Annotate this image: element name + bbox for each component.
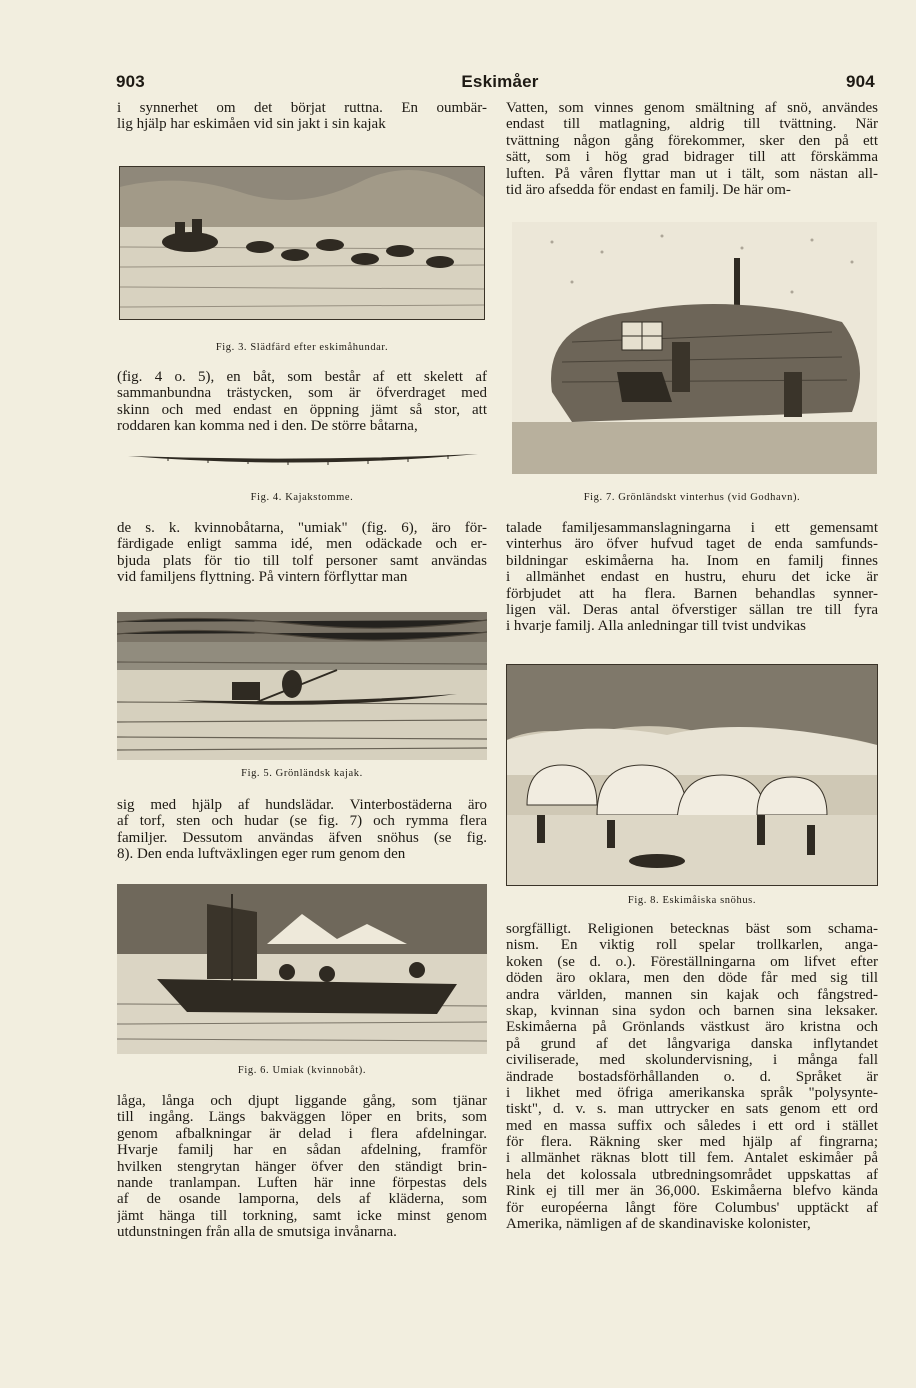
text-line: sätt, som i hög grad bidrager till att förskämma — [506, 149, 878, 166]
text-line: jämt hänga till torkning, samt icke minst genom — [117, 1207, 487, 1224]
text-line: Amerika, nämligen af de skandinaviske kolonister, — [506, 1216, 811, 1233]
text-line: i allmänhet endast en hustru, ehuru det icke är — [506, 569, 878, 586]
left-paragraph-1 — [117, 100, 487, 133]
text-line: andra världen, mannen sin kajak och fångstred- — [506, 986, 878, 1003]
text-line: sammanbundna trästycken, som är öfverdraget med — [117, 385, 487, 402]
figure-6-umiak — [117, 884, 487, 1054]
figure-6-caption: Fig. 6. Umiak (kvinnobåt). — [237, 1065, 367, 1076]
text-line: bjuda plats för tio till tolf personer samt användas — [117, 552, 487, 569]
right-paragraph-3 — [506, 921, 878, 1232]
text-line: utdunstningen från alla de smutsiga invånarna. — [117, 1224, 397, 1241]
text-line: döden äro oklara, men den döde får med sig till — [506, 970, 878, 987]
text-line: sorgfälligt. Religionen betecknas bäst som schama- — [506, 921, 878, 937]
text-line: färdigade enligt samma idé, men odäckade och er- — [117, 536, 487, 553]
text-line: i likhet med öfriga amerikanska språk "polysynte- — [506, 1084, 878, 1101]
text-line: tid äro afsedda för endast en familj. De här om- — [506, 181, 791, 198]
figure-7-caption: Fig. 7. Grönländskt vinterhus (vid Godhavn). — [583, 492, 801, 503]
text-line: tiskt", d. v. s. man uttrycker en sats genom ett ord — [506, 1101, 878, 1118]
text-line: för flera. Räkning sker med hjälp af fingrarna; — [506, 1134, 878, 1151]
text-line: endast till matlagning, aldrig till tvättning. När — [506, 116, 878, 133]
text-line: sig med hjälp af hundslädar. Vinterbostäderna äro — [117, 797, 487, 813]
right-paragraph-1 — [506, 100, 878, 198]
text-line: vid familjens flyttning. På vintern förflyttar man — [117, 569, 408, 586]
left-paragraph-5 — [117, 1093, 487, 1241]
page-number-left: 903 — [116, 72, 145, 91]
text-line: lig hjälp har eskimåen vid sin jakt i sin kajak — [117, 116, 386, 133]
text-line: Eskimåerna på Grönlands västkust äro kristna och — [506, 1019, 878, 1036]
text-line: Vatten, som vinnes genom smältning af snö, användes — [506, 100, 878, 116]
text-line: talade familjesammanslagningarna i ett gemensamt — [506, 520, 878, 536]
figure-4-caption: Fig. 4. Kajakstomme. — [250, 492, 354, 503]
text-line: de s. k. kvinnobåtarna, "umiak" (fig. 6), äro för- — [117, 520, 487, 536]
figure-3-caption: Fig. 3. Slädfärd efter eskimåhundar. — [215, 342, 389, 353]
text-line: förbjudet att ha flera. Barnen behandlas synner- — [506, 585, 878, 602]
figure-5-caption: Fig. 5. Grönländsk kajak. — [241, 768, 363, 779]
page-number-right: 904 — [846, 72, 875, 91]
left-paragraph-4 — [117, 797, 487, 863]
running-title: Eskimåer — [461, 72, 539, 91]
left-paragraph-3 — [117, 520, 487, 586]
text-line: låga, långa och djupt liggande gång, som tjänar — [117, 1093, 487, 1109]
figure-4-kayak-frame — [128, 448, 478, 472]
text-line: hela det kolossala utbredningsområdet uppskattas af — [506, 1166, 878, 1183]
text-line: i allmänhet räknas blott till fem. Antalet eskimåer på — [506, 1150, 878, 1167]
text-line: till ingång. Längs bakväggen löper en brits, som — [117, 1109, 487, 1126]
text-line: skinn och med endast en öppning jämt så stor, att — [117, 401, 487, 418]
text-line: civiliserade, med skolundervisning, i många fall — [506, 1052, 878, 1069]
text-line: af torf, sten och hudar (se fig. 7) och rymma flera — [117, 813, 487, 830]
figure-7-winter-house — [512, 222, 877, 474]
text-line: Hvarje familj har en sådan afdelning, framför — [117, 1142, 487, 1159]
text-line: skap, kvinnan sina sydon och barnen sina leksaker. — [506, 1002, 878, 1019]
text-line: ligen väl. Deras antal öfverstiger sällan tre till fyra — [506, 601, 878, 618]
text-line: i hvarje familj. Alla anledningar till tvist undvikas — [506, 618, 806, 635]
text-line: ändrade bostadsförhållanden o. d. Språket är — [506, 1068, 878, 1085]
text-line: på grund af det långvariga danska inflytandet — [506, 1035, 878, 1052]
text-line: koken (se d. o.). Föreställningarna om lifvet efter — [506, 953, 878, 970]
text-line: nande tranlampan. Luften här inne förpestas dels — [117, 1174, 487, 1191]
figure-8-caption: Fig. 8. Eskimåiska snöhus. — [627, 895, 757, 906]
figure-5-kayak — [117, 612, 487, 760]
text-line: roddaren kan komma ned i den. De större båtarna, — [117, 418, 418, 435]
text-line: hvilken stengrytan hänger öfver den ständigt brin- — [117, 1158, 487, 1175]
text-line: Rink ej till mer än 36,000. Eskimåerna blefvo kända — [506, 1183, 878, 1200]
text-line: 8). Den enda luftväxlingen eger rum genom den — [117, 846, 406, 863]
text-line: vinterhus äro öfver hufvud taget de enda samfunds- — [506, 536, 878, 553]
text-line: för européerna långt före Columbus' upptäckt af — [506, 1199, 878, 1216]
text-line: i synnerhet om det börjat ruttna. En oumbär- — [117, 100, 487, 116]
text-line: med en massa suffix och således i ett ord i stället — [506, 1117, 878, 1134]
text-line: genom afbalkningar är delad i flera afdelningar. — [117, 1125, 487, 1142]
left-paragraph-2 — [117, 369, 487, 435]
text-line: nism. En viktig roll spelar trollkarlen, anga- — [506, 937, 878, 954]
figure-8-snow-houses — [506, 664, 878, 886]
text-line: af de osande lamporna, dels af kläderna, som — [117, 1191, 487, 1208]
right-paragraph-2 — [506, 520, 878, 635]
figure-3-dog-sled — [119, 166, 485, 320]
text-line: (fig. 4 o. 5), en båt, som består af ett skelett af — [117, 369, 487, 385]
text-line: tvättning någon gång förekommer, sker den på ett — [506, 132, 878, 149]
text-line: familjer. Dessutom användas äfven snöhus (se fig. — [117, 829, 487, 846]
text-line: luften. På våren flyttar man ut i tält, som nästan all- — [506, 165, 878, 182]
text-line: bildningar eskimåerna ha. Inom en familj finnes — [506, 552, 878, 569]
